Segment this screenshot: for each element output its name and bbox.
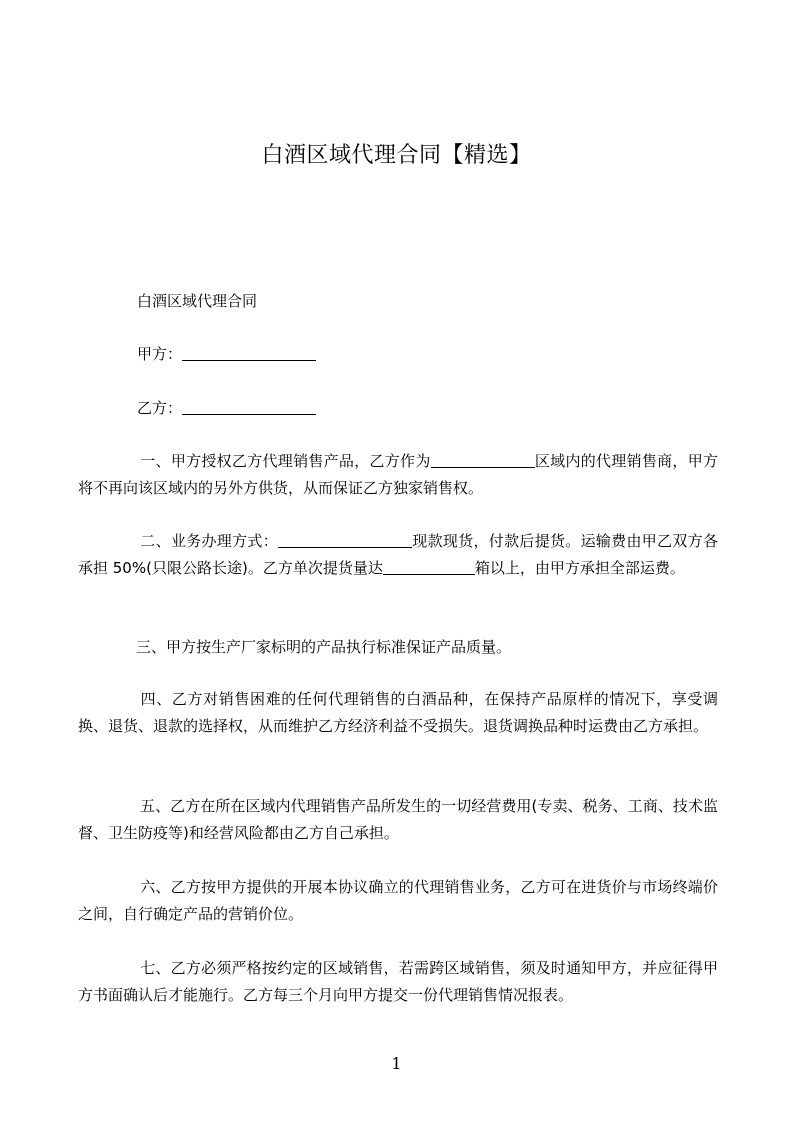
clause-2-text-c: 箱以上，由甲方承担全部运费。 [474,559,685,577]
clause-5 [78,793,718,847]
clause-5-text: 五、乙方在所在区域内代理销售产品所发生的一切经营费用(专卖、税务、工商、技术监督、卫生防疫等)和经营风险都由乙方自己承担。 [78,797,718,842]
quantity-blank [383,558,475,575]
clause-2-text-a: 二、业务办理方式： [140,532,278,550]
clause-4-text: 四、乙方对销售困难的任何代理销售的白酒品种，在保持产品原样的情况下，享受调换、退货、退款的选择权，从而维护乙方经济利益不受损失。退货调换品种时运费由乙方承担。 [78,690,718,735]
party-b-label: 乙方： [137,399,183,417]
party-b-line [137,395,316,421]
clause-3-text: 三、甲方按生产厂家标明的产品执行标准保证产品质量。 [136,638,512,656]
payment-method-blank [278,531,412,548]
party-a-blank [182,344,316,361]
clause-1-text-a: 一、甲方授权乙方代理销售产品，乙方作为 [140,452,431,470]
party-a-line [137,341,316,367]
clause-2-text-b: 现款现货，付款后提货。运输费由甲乙双方各承担 50%(只限公路长途)。乙方单次提货量达 [78,532,718,577]
clause-3 [78,634,718,661]
contract-subtitle: 白酒区域代理合同 [137,292,258,310]
document-title: 白酒区域代理合同【精选】 [261,143,532,168]
clause-2 [78,528,718,582]
party-a-label: 甲方： [137,345,183,363]
clause-7 [78,955,718,1009]
clause-1 [78,448,718,502]
clause-7-text: 七、乙方必须严格按约定的区域销售，若需跨区域销售，须及时通知甲方，并应征得甲方书面确认后才能施行。乙方每三个月向甲方提交一份代理销售情况报表。 [78,959,718,1004]
clause-1-text-b: 区域内的代理销售商，甲方将不再向该区域内的另外方供货，从而保证乙方独家销售权。 [78,452,718,497]
clause-6 [78,874,718,928]
region-blank [431,451,535,468]
clause-4 [78,686,718,740]
clause-6-text: 六、乙方按甲方提供的开展本协议确立的代理销售业务，乙方可在进货价与市场终端价之间，自行确定产品的营销价位。 [78,878,718,923]
page-number: 1 [391,1054,402,1073]
party-b-blank [182,398,316,415]
